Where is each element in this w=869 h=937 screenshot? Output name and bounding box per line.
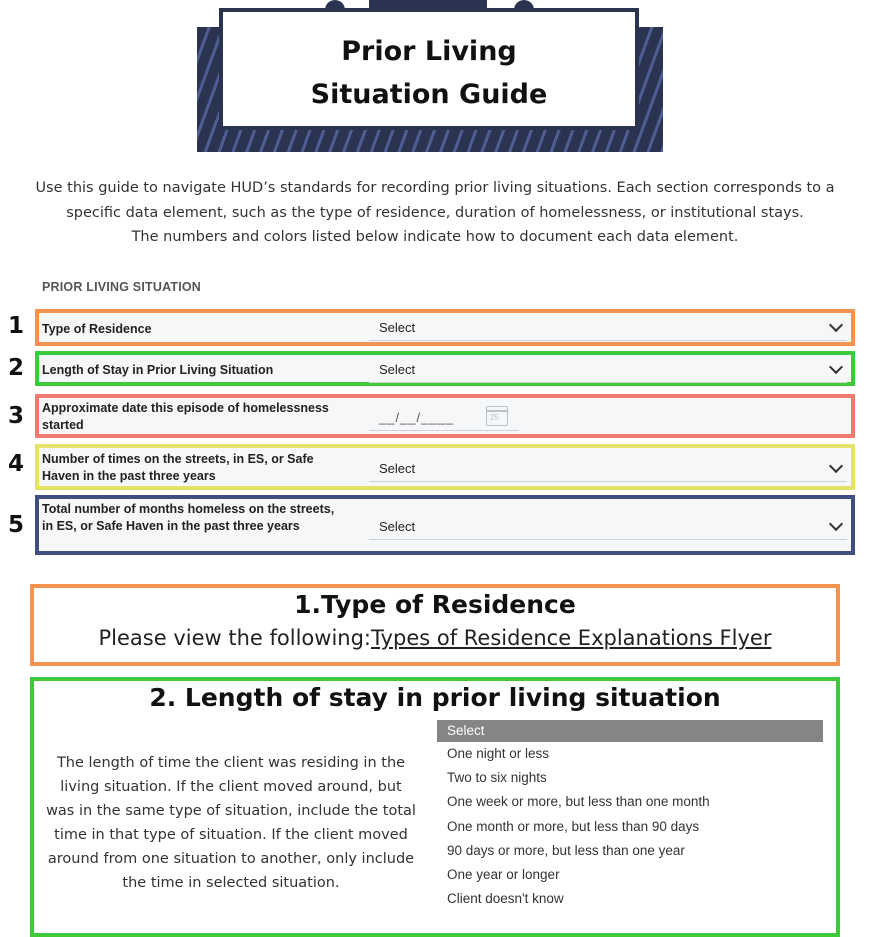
type-of-residence-select[interactable] (369, 316, 847, 341)
page-title-line1: Prior Living (341, 36, 517, 67)
option-item[interactable]: Two to six nights (447, 770, 547, 786)
field-row-months-homeless (35, 495, 855, 555)
length-of-stay-select[interactable] (369, 358, 847, 383)
select-value: Select (379, 362, 416, 377)
field-label: Total number of months homeless on the streets, in ES, or Safe Haven in the past three years (42, 502, 335, 533)
field-row-times-homeless (35, 444, 855, 490)
chevron-down-icon (829, 318, 843, 332)
page-title-line2: Situation Guide (310, 79, 548, 110)
section-description: The length of time the client was residing in the living situation. If the client moved around, but was in the same type of situation, include the total time in that type of situation. If the client moved around from one situation to another, only include the time in selected situation. (46, 755, 416, 891)
row-number: 3 (8, 403, 25, 429)
intro-line: The numbers and colors listed below indicate how to document each data element. (131, 229, 739, 245)
field-label: Number of times on the streets, in ES, or Safe Haven in the past three years (42, 452, 314, 483)
row-number: 5 (8, 512, 25, 538)
title-banner (197, 0, 663, 152)
option-item[interactable]: 90 days or more, but less than one year (447, 842, 685, 858)
row-number: 2 (8, 355, 25, 381)
form-section-label: PRIOR LIVING SITUATION (42, 280, 202, 294)
option-item[interactable]: One year or longer (447, 866, 560, 882)
times-homeless-select[interactable] (369, 457, 847, 482)
section-heading: 1.Type of Residence (294, 590, 576, 619)
chevron-down-icon (829, 459, 843, 473)
select-value: Select (379, 519, 416, 534)
intro-line: specific data element, such as the type of residence, duration of homelessness, or institutional stays. (66, 204, 804, 221)
select-value: Select (379, 320, 416, 335)
intro-text (20, 176, 850, 250)
section-type-of-residence (30, 584, 840, 666)
chevron-down-icon (829, 517, 843, 531)
section-text: Please view the following:Types of Residence Explanations Flyer (98, 626, 772, 650)
residence-flyer-link[interactable]: Types of Residence Explanations Flyer (371, 626, 772, 650)
length-of-stay-options-list (437, 720, 823, 911)
approx-date-input[interactable] (369, 404, 519, 431)
select-value: Select (379, 461, 416, 476)
field-row-length-of-stay (35, 351, 855, 386)
page-title (219, 30, 639, 116)
field-label: Approximate date this episode of homelessness started (42, 401, 329, 432)
section-length-of-stay (30, 677, 840, 937)
field-label: Type of Residence (42, 322, 152, 336)
date-placeholder: __/__/____ (379, 410, 455, 425)
section-heading: 2. Length of stay in prior living situation (149, 683, 721, 712)
field-label: Length of Stay in Prior Living Situation (42, 363, 274, 377)
option-item[interactable]: One week or more, but less than one month (447, 794, 710, 810)
option-item-selected[interactable]: Select (437, 720, 823, 742)
chevron-down-icon (829, 360, 843, 374)
option-item[interactable]: One month or more, but less than 90 days (447, 818, 700, 834)
option-item[interactable]: Client doesn't know (447, 891, 564, 907)
intro-line: Use this guide to navigate HUD’s standards for recording prior living situations. Each section corresponds to a (35, 180, 835, 196)
calendar-icon[interactable]: 25 (486, 406, 508, 426)
row-number: 4 (8, 451, 25, 477)
option-item[interactable]: One night or less (447, 746, 550, 761)
field-row-approx-date (35, 394, 855, 438)
row-number: 1 (8, 313, 25, 339)
months-homeless-select[interactable] (369, 515, 847, 540)
field-row-type-of-residence (35, 309, 855, 346)
